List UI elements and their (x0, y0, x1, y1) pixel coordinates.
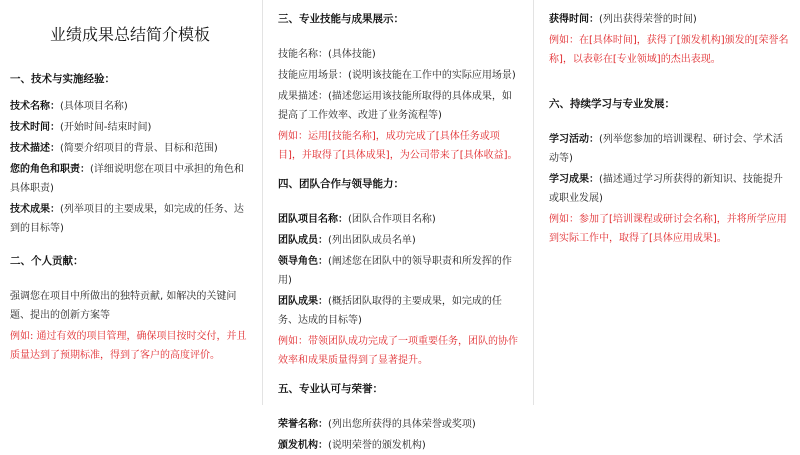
field-text: (具体项目名称) (60, 101, 128, 112)
field-row (10, 139, 250, 158)
field-label: 团队项目名称： (278, 214, 348, 225)
section-heading-2: 二、个人贡献： (10, 255, 84, 267)
example-text: 例如: 通过有效的项目管理，确保项目按时交付，并且质量达到了预期标准，得到了客户的高度评价。 (10, 331, 247, 361)
field-text: (描述您运用该技能所取得的具体成果，如提高了工作效率、改进了业务流程等) (278, 91, 512, 121)
field-label: 学习活动： (549, 134, 599, 145)
field-text: (列举您参加的培训课程、研讨会、学术活动等) (549, 134, 783, 164)
field-text: (团队合作项目名称) (348, 214, 436, 225)
field-label: 您的角色和职责： (10, 164, 90, 175)
field-row (278, 210, 521, 229)
field-text: (列出获得荣誉的时间) (599, 14, 697, 25)
field-text: (详细说明您在项目中承担的角色和具体职责) (10, 164, 244, 194)
field-label: 获得时间： (549, 14, 599, 25)
field-row (278, 66, 521, 85)
section-heading-5: 五、专业认可与荣誉： (278, 383, 383, 395)
field-text: (阐述您在团队中的领导职责和所发挥的作用) (278, 256, 512, 286)
field-label: 荣誉名称： (278, 419, 328, 430)
example-text: 例如：参加了[培训课程或研讨会名称]，并将所学应用到实际工作中，取得了[具体应用成果]。 (549, 214, 787, 244)
field-row (278, 252, 521, 290)
field-text: (描述通过学习所获得的新知识、技能提升或职业发展) (549, 174, 783, 204)
section-heading-3: 三、专业技能与成果展示： (278, 13, 404, 25)
field-row (10, 160, 250, 198)
field-row (549, 130, 792, 168)
column-1 (0, 0, 258, 405)
field-label: 学习成果： (549, 174, 599, 185)
field-text: (说明荣誉的颁发机构) (328, 440, 426, 451)
field-text: (列举项目的主要成果，如完成的任务、达到的目标等) (10, 204, 244, 234)
field-text: (具体技能) (328, 49, 376, 60)
section-heading-1: 一、技术与实施经验： (10, 73, 115, 85)
column-3 (536, 0, 800, 405)
field-row (278, 292, 521, 330)
field-text: (列出您所获得的具体荣誉或奖项) (328, 419, 476, 430)
field-text: (列出团队成员名单) (328, 235, 416, 246)
field-row (10, 97, 250, 116)
field-label: 技术名称： (10, 101, 60, 112)
field-label: 技术时间： (10, 122, 60, 133)
column-2 (265, 0, 529, 451)
field-row (549, 10, 792, 29)
field-label: 技能应用场景： (278, 70, 348, 81)
field-row (10, 118, 250, 137)
field-row (278, 231, 521, 250)
field-row (278, 415, 521, 434)
example-text: 例如：带领团队成功完成了一项重要任务，团队的协作效率和成果质量得到了显著提升。 (278, 336, 518, 366)
field-label: 技术成果： (10, 204, 60, 215)
example-text: 例如：运用[技能名称]，成功完成了[具体任务或项目]，并取得了[具体成果]，为公司带来了[具体收益]。 (278, 131, 518, 161)
section-heading-6: 六、持续学习与专业发展： (549, 98, 675, 110)
field-row (549, 170, 792, 208)
field-text: (开始时间-结束时间) (60, 122, 152, 133)
page-title: 业绩成果总结简介模板 (49, 25, 210, 44)
field-text: (简要介绍项目的背景、目标和范围) (60, 143, 218, 154)
field-label: 团队成员： (278, 235, 328, 246)
field-label: 颁发机构： (278, 440, 328, 451)
field-row (278, 45, 521, 64)
field-row (10, 200, 250, 238)
section-heading-4: 四、团队合作与领导能力： (278, 178, 404, 190)
column-divider (262, 0, 263, 405)
example-text: 例如：在[具体时间]，获得了[颁发机构]颁发的[荣誉名称]，以表彰在[专业领域]的杰出表现。 (549, 35, 789, 65)
field-label: 成果描述： (278, 91, 328, 102)
field-label: 技能名称： (278, 49, 328, 60)
field-label: 团队成果： (278, 296, 328, 307)
section-text: 强调您在项目中所做出的独特贡献, 如解决的关键问题、提出的创新方案等 (10, 291, 237, 321)
field-label: 技术描述： (10, 143, 60, 154)
field-text: (说明该技能在工作中的实际应用场景) (348, 70, 516, 81)
field-label: 领导角色： (278, 256, 328, 267)
field-row (278, 87, 521, 125)
column-divider (533, 0, 534, 405)
field-row (278, 436, 521, 455)
field-text: (概括团队取得的主要成果，如完成的任务、达成的目标等) (278, 296, 502, 326)
